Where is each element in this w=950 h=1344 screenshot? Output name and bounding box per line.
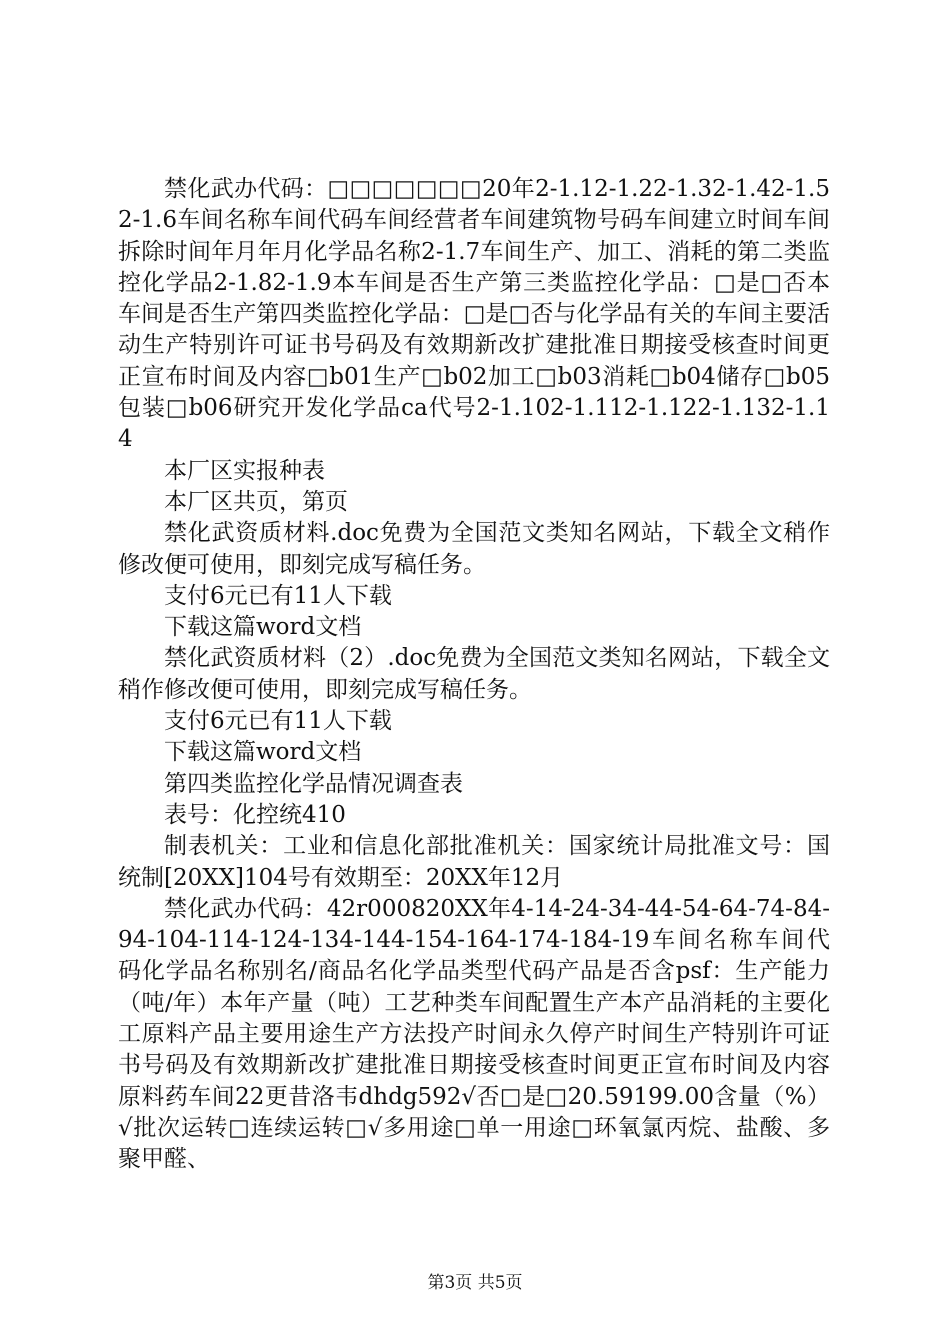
paragraph-payment-info-2: 支付6元已有11人下载 [164, 708, 392, 735]
paragraph-download-link-1[interactable]: 下载这篇word文档 [164, 614, 362, 641]
paragraph-download-promo-1: 禁化武资质材料.doc免费为全国范文类知名网站，下载全文稍作修改便可使用，即刻完成写稿任务。 [118, 520, 830, 578]
paragraph-download-link-2[interactable]: 下载这篇word文档 [164, 739, 362, 766]
paragraph-payment-info-1: 支付6元已有11人下载 [164, 582, 392, 609]
document-body [118, 174, 830, 1176]
paragraph-chemical-code-block-1: 禁化武办代码：□□□□□□□20年2-1.12-1.22-1.32-1.42-1.52-1.6车间名称车间代码车间经营者车间建筑物号码车间建立时间车间拆除时间年月年月化学品名称2-1.7车间生产、加工、消耗的第二类监控化学品2-1.82-1.9本车间是否生产第三类监控化学品：□是□否本车间是否生产第四类监控化学品：□是□否与化学品有关的车间主要活动生产特别许可证书号码及有效期新改扩建批准日期接受核查时间更正宣布时间及内容□b01生产□b02加工□b03消耗□b04储存□b05包装□b06研究开发化学品ca代号2-1.102-1.112-1.122-1.132-1.14 [118, 176, 830, 453]
paragraph-survey-title: 第四类监控化学品情况调查表 [164, 770, 463, 797]
paragraph-report-type: 本厂区实报种表 [164, 457, 325, 484]
page-footer: 第3页 共5页 [427, 1273, 523, 1293]
paragraph-page-count: 本厂区共页，第页 [164, 488, 348, 515]
paragraph-download-promo-2: 禁化武资质材料（2）.doc免费为全国范文类知名网站，下载全文稍作修改便可使用，即刻完成写稿任务。 [118, 645, 830, 703]
paragraph-form-number: 表号：化控统410 [164, 801, 346, 828]
paragraph-chemical-code-block-2: 禁化武办代码：42r000820XX年4-14-24-34-44-54-64-74-84-94-104-114-124-134-144-154-164-174-184-19车间名称车间代码化学品名称别名/商品名化学品类型代码产品是否含psf：生产能力（吨/年）本年产量（吨）工艺种类车间配置生产本产品消耗的主要化工原料产品主要用途生产方法投产时间永久停产时间生产特别许可证书号码及有效期新改扩建批准日期接受核查时间更正宣布时间及内容原料药车间22更昔洛韦dhdg592√否□是□20.59199.00含量（%）√批次运转□连续运转□√多用途□单一用途□环氧氯丙烷、盐酸、多聚甲醛、 [118, 895, 830, 1173]
paragraph-issuing-authority: 制表机关：工业和信息化部批准机关：国家统计局批准文号：国统制[20XX]104号有效期至：20XX年12月 [118, 833, 830, 891]
